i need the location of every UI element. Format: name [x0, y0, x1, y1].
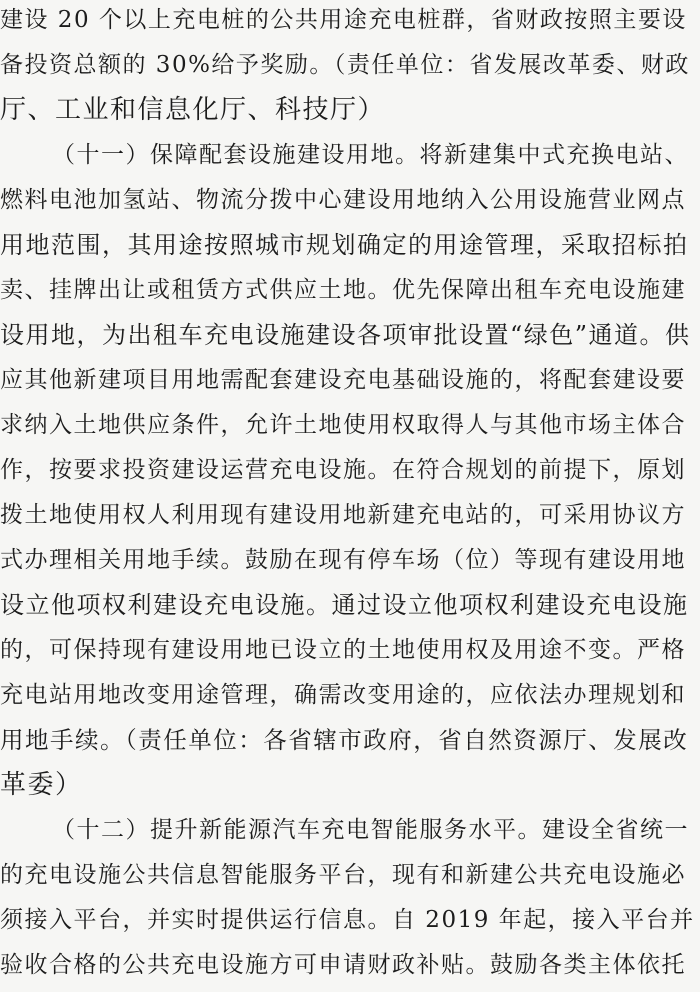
text-line: 用地范围，其用途按照城市规划确定的用途管理，采取招标拍 — [0, 231, 689, 259]
text-line: 备投资总额的 30%给予奖励。（责任单位：省发展改革委、财政 — [0, 52, 690, 78]
text-line: 求纳入土地供应条件，允许土地使用权取得人与其他市场主体合 — [0, 412, 686, 438]
text-line: 的充电设施公共信息智能服务平台，现有和新建公共充电设施必 — [0, 862, 686, 888]
section-heading-11: （十一）保障配套设施建设用地。将新建集中式充换电站、 — [52, 142, 689, 168]
text-line: 式办理相关用地手续。鼓励在现有停车场（位）等现有建设用地 — [0, 547, 686, 573]
text-line: 应其他新建项目用地需配套建设充电基础设施的，将配套建设要 — [0, 367, 686, 393]
text-line: 须接入平台，并实时提供运行信息。自 2019 年起，接入平台并 — [0, 907, 695, 933]
text-line: 设立他项权利建设充电设施。通过设立他项权利建设充电设施 — [0, 591, 689, 619]
text-line: 卖、挂牌出让或租赁方式供应土地。优先保障出租车充电设施建 — [0, 277, 686, 303]
section-heading-12: （十二）提升新能源汽车充电智能服务水平。建设全省统一 — [52, 817, 689, 843]
text-line: 用地手续。（责任单位：各省辖市政府，省自然资源厅、发展改 — [0, 726, 689, 754]
text-line: 验收合格的公共充电设施方可申请财政补贴。鼓励各类主体依托 — [0, 952, 686, 978]
text-line: 拨土地使用权人利用现有建设用地新建充电站的，可采用协议方 — [0, 502, 686, 528]
text-line: 作，按要求投资建设运营充电设施。在符合规划的前提下，原划 — [0, 457, 686, 483]
text-line: 的，可保持现有建设用地已设立的土地使用权及用途不变。严格 — [0, 637, 686, 663]
text-line: 燃料电池加氢站、物流分拨中心建设用地纳入公用设施营业网点 — [0, 187, 686, 213]
text-line: 建设 20 个以上充电桩的公共用途充电桩群，省财政按照主要设 — [0, 7, 687, 33]
text-line: 设用地，为出租车充电设施建设各项审批设置“绿色”通道。供 — [0, 321, 691, 349]
text-line: 革委） — [0, 770, 83, 800]
text-line: 厅、工业和信息化厅、科技厅） — [0, 95, 386, 125]
text-line: 充电站用地改变用途管理，确需改变用途的，应依法办理规划和 — [0, 682, 686, 708]
